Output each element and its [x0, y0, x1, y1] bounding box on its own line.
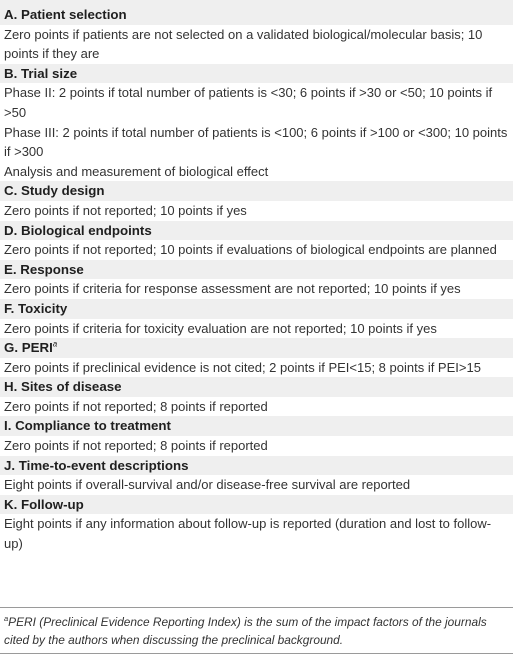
section-line-b-3: Analysis and measurement of biological effect: [4, 163, 269, 179]
section-row-i: [0, 416, 513, 436]
section-body-k: [0, 514, 513, 556]
section-line-a-1: Zero points if patients are not selected on a validated biological/molecular basis; 10 points if they are: [4, 26, 483, 62]
section-body-e: [0, 279, 513, 299]
footnote-marker-superscript: a: [52, 339, 58, 349]
section-heading-e: E. Response: [4, 261, 84, 277]
section-body-f: [0, 319, 513, 339]
section-line-i-1: Zero points if not reported; 8 points if reported: [4, 438, 268, 454]
footnote-divider: [0, 607, 513, 608]
footnote-mark: a: [4, 614, 9, 624]
section-row-g: [0, 338, 513, 358]
section-row-b: [0, 64, 513, 84]
section-line-b-1: Phase II: 2 points if total number of patients is <30; 6 points if >30 or <50; 10 points if >50: [4, 85, 493, 120]
section-line-h-1: Zero points if not reported; 8 points if reported: [4, 398, 268, 414]
section-body-i: [0, 436, 513, 456]
section-heading-i: I. Compliance to treatment: [4, 418, 171, 434]
section-row-d: [0, 221, 513, 241]
section-heading-k: K. Follow-up: [4, 496, 84, 512]
section-heading-j: J. Time-to-event descriptions: [4, 457, 189, 473]
section-row-c: [0, 181, 513, 201]
section-line-j-1: Eight points if overall-survival and/or disease-free survival are reported: [4, 477, 411, 493]
section-heading-c: C. Study design: [4, 183, 105, 199]
section-row-j: [0, 456, 513, 476]
section-line-k-1: Eight points if any information about follow-up is reported (duration and lost to follow-up): [4, 516, 492, 552]
section-body-b: [0, 83, 513, 181]
section-body-a: [0, 25, 513, 64]
section-body-j: [0, 475, 513, 495]
footnote-text: PERI (Preclinical Evidence Reporting Index) is the sum of the impact factors of the journals cited by the authors when discussing the preclinical background.: [4, 615, 487, 647]
section-line-f-1: Zero points if criteria for toxicity evaluation are not reported; 10 points if yes: [4, 320, 437, 336]
section-body-h: [0, 397, 513, 417]
section-line-e-1: Zero points if criteria for response assessment are not reported; 10 points if yes: [4, 281, 461, 297]
section-body-c: [0, 201, 513, 221]
section-body-d: [0, 240, 513, 260]
section-heading-g: [4, 338, 509, 358]
section-line-c-1: Zero points if not reported; 10 points if yes: [4, 202, 247, 218]
section-row-e: [0, 260, 513, 280]
section-heading-g-text: G. PERI: [4, 340, 53, 356]
section-row-f: [0, 299, 513, 319]
section-body-g: [0, 358, 513, 378]
section-heading-b: B. Trial size: [4, 65, 78, 81]
section-heading-h: H. Sites of disease: [4, 379, 122, 395]
section-line-g-1: Zero points if preclinical evidence is not cited; 2 points if PEI<15; 8 points if PEI>15: [4, 359, 481, 375]
table-footnote: [4, 614, 509, 649]
section-heading-a: A. Patient selection: [4, 7, 127, 22]
section-row-a: [0, 0, 513, 25]
section-heading-f: F. Toxicity: [4, 300, 68, 316]
section-line-d-1: Zero points if not reported; 10 points if evaluations of biological endpoints are planned: [4, 242, 497, 258]
section-row-k: [0, 495, 513, 515]
section-heading-d: D. Biological endpoints: [4, 222, 152, 238]
section-line-b-2: Phase III: 2 points if total number of patients is <100; 6 points if >100 or <300; 10 points if >300: [4, 124, 508, 160]
section-row-h: [0, 377, 513, 397]
